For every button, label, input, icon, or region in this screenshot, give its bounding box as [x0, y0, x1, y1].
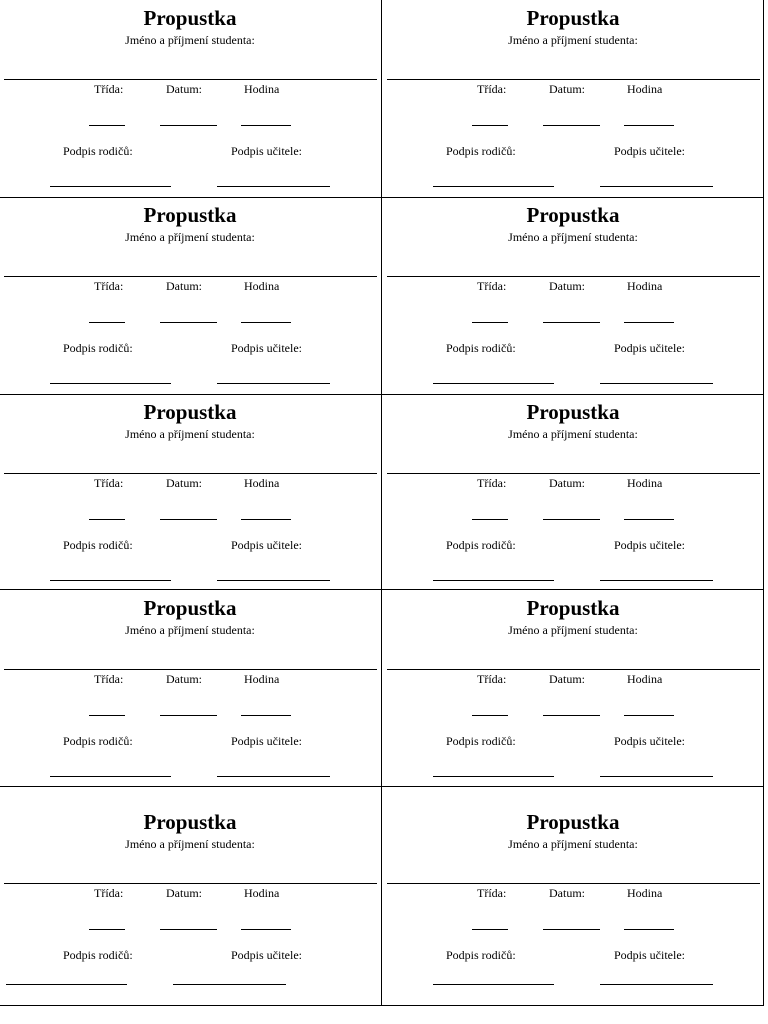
- student-name-line: [387, 883, 760, 884]
- student-name-line: [387, 79, 760, 80]
- class-blank: [89, 715, 125, 716]
- parent-signature-label: Podpis rodičů:: [446, 538, 516, 552]
- student-name-label: Jméno a příjmení studenta:: [125, 837, 255, 851]
- parent-signature-line: [50, 383, 171, 384]
- hour-blank: [624, 715, 674, 716]
- student-name-label: Jméno a příjmení studenta:: [508, 837, 638, 851]
- class-label: Třída:: [94, 886, 124, 900]
- student-name-line: [387, 276, 760, 277]
- teacher-signature-line: [600, 776, 713, 777]
- teacher-signature-label: Podpis učitele:: [614, 144, 685, 158]
- date-blank: [160, 519, 217, 520]
- student-name-label: Jméno a příjmení studenta:: [508, 230, 638, 244]
- student-name-line: [4, 883, 377, 884]
- parent-signature-line: [433, 186, 554, 187]
- date-label: Datum:: [166, 82, 202, 96]
- hour-label: Hodina: [627, 886, 663, 900]
- pass-slip: [383, 394, 763, 590]
- hour-label: Hodina: [244, 279, 280, 293]
- hour-label: Hodina: [244, 476, 280, 490]
- teacher-signature-line: [600, 186, 713, 187]
- teacher-signature-label: Podpis učitele:: [614, 734, 685, 748]
- hour-label: Hodina: [244, 672, 280, 686]
- teacher-signature-label: Podpis učitele:: [614, 948, 685, 962]
- pass-slip: [383, 197, 763, 393]
- parent-signature-label: Podpis rodičů:: [446, 948, 516, 962]
- date-blank: [543, 125, 600, 126]
- teacher-signature-line: [217, 186, 330, 187]
- class-blank: [89, 929, 125, 930]
- slip-title: Propustka: [143, 6, 237, 30]
- hour-blank: [624, 322, 674, 323]
- parent-signature-label: Podpis rodičů:: [446, 734, 516, 748]
- date-label: Datum:: [549, 279, 585, 293]
- date-blank: [543, 322, 600, 323]
- parent-signature-label: Podpis rodičů:: [63, 538, 133, 552]
- class-blank: [472, 322, 508, 323]
- date-label: Datum:: [166, 886, 202, 900]
- student-name-label: Jméno a příjmení studenta:: [125, 427, 255, 441]
- teacher-signature-line: [600, 580, 713, 581]
- date-label: Datum:: [549, 476, 585, 490]
- hour-blank: [241, 125, 291, 126]
- student-name-label: Jméno a příjmení studenta:: [125, 623, 255, 637]
- class-blank: [472, 519, 508, 520]
- parent-signature-label: Podpis rodičů:: [63, 144, 133, 158]
- pass-slip: [0, 394, 380, 590]
- class-label: Třída:: [477, 82, 507, 96]
- parent-signature-line: [50, 776, 171, 777]
- teacher-signature-label: Podpis učitele:: [231, 538, 302, 552]
- hour-blank: [241, 519, 291, 520]
- pass-slip: [383, 787, 763, 983]
- class-blank: [472, 715, 508, 716]
- date-label: Datum:: [166, 279, 202, 293]
- parent-signature-line: [433, 580, 554, 581]
- teacher-signature-label: Podpis učitele:: [231, 144, 302, 158]
- hour-label: Hodina: [627, 476, 663, 490]
- hour-blank: [241, 322, 291, 323]
- parent-signature-line: [433, 776, 554, 777]
- hour-blank: [624, 929, 674, 930]
- teacher-signature-line: [217, 383, 330, 384]
- date-blank: [543, 519, 600, 520]
- parent-signature-label: Podpis rodičů:: [63, 734, 133, 748]
- slip-title: Propustka: [143, 810, 237, 834]
- student-name-label: Jméno a příjmení studenta:: [508, 623, 638, 637]
- date-label: Datum:: [166, 476, 202, 490]
- student-name-line: [4, 276, 377, 277]
- hour-label: Hodina: [627, 82, 663, 96]
- pass-slip: [383, 0, 763, 196]
- parent-signature-line: [433, 984, 554, 985]
- hour-blank: [624, 125, 674, 126]
- class-label: Třída:: [94, 672, 124, 686]
- student-name-line: [4, 473, 377, 474]
- teacher-signature-line: [600, 984, 713, 985]
- hour-label: Hodina: [244, 82, 280, 96]
- student-name-line: [4, 669, 377, 670]
- class-label: Třída:: [94, 476, 124, 490]
- class-blank: [89, 125, 125, 126]
- date-label: Datum:: [549, 672, 585, 686]
- parent-signature-label: Podpis rodičů:: [63, 948, 133, 962]
- parent-signature-line: [6, 984, 127, 985]
- parent-signature-line: [50, 186, 171, 187]
- student-name-line: [387, 473, 760, 474]
- pass-slip: [0, 0, 380, 196]
- date-blank: [160, 125, 217, 126]
- teacher-signature-line: [217, 580, 330, 581]
- hour-blank: [241, 715, 291, 716]
- date-blank: [160, 929, 217, 930]
- date-blank: [160, 715, 217, 716]
- teacher-signature-label: Podpis učitele:: [231, 734, 302, 748]
- class-blank: [89, 322, 125, 323]
- column-divider: [381, 0, 382, 1006]
- class-label: Třída:: [477, 279, 507, 293]
- date-blank: [160, 322, 217, 323]
- hour-label: Hodina: [627, 672, 663, 686]
- hour-blank: [624, 519, 674, 520]
- teacher-signature-label: Podpis učitele:: [231, 341, 302, 355]
- parent-signature-label: Podpis rodičů:: [446, 144, 516, 158]
- teacher-signature-label: Podpis učitele:: [231, 948, 302, 962]
- teacher-signature-line: [173, 984, 286, 985]
- teacher-signature-line: [217, 776, 330, 777]
- date-label: Datum:: [549, 886, 585, 900]
- class-label: Třída:: [477, 886, 507, 900]
- class-blank: [472, 929, 508, 930]
- class-label: Třída:: [477, 672, 507, 686]
- class-blank: [89, 519, 125, 520]
- slip-title: Propustka: [526, 596, 620, 620]
- parent-signature-label: Podpis rodičů:: [446, 341, 516, 355]
- slip-title: Propustka: [143, 203, 237, 227]
- slip-title: Propustka: [526, 203, 620, 227]
- slip-title: Propustka: [143, 596, 237, 620]
- class-blank: [472, 125, 508, 126]
- date-label: Datum:: [166, 672, 202, 686]
- hour-label: Hodina: [244, 886, 280, 900]
- hour-label: Hodina: [627, 279, 663, 293]
- student-name-label: Jméno a příjmení studenta:: [508, 33, 638, 47]
- pass-slip: [0, 197, 380, 393]
- class-label: Třída:: [94, 82, 124, 96]
- class-label: Třída:: [94, 279, 124, 293]
- pass-slip: [0, 590, 380, 786]
- class-label: Třída:: [477, 476, 507, 490]
- pass-slip: [0, 787, 380, 983]
- date-blank: [543, 715, 600, 716]
- date-label: Datum:: [549, 82, 585, 96]
- parent-signature-line: [433, 383, 554, 384]
- student-name-label: Jméno a příjmení studenta:: [125, 33, 255, 47]
- slip-title: Propustka: [526, 6, 620, 30]
- slip-title: Propustka: [526, 810, 620, 834]
- pass-slip: [383, 590, 763, 786]
- parent-signature-line: [50, 580, 171, 581]
- student-name-line: [4, 79, 377, 80]
- hour-blank: [241, 929, 291, 930]
- teacher-signature-line: [600, 383, 713, 384]
- student-name-line: [387, 669, 760, 670]
- teacher-signature-label: Podpis učitele:: [614, 341, 685, 355]
- teacher-signature-label: Podpis učitele:: [614, 538, 685, 552]
- student-name-label: Jméno a příjmení studenta:: [508, 427, 638, 441]
- slip-title: Propustka: [143, 400, 237, 424]
- date-blank: [543, 929, 600, 930]
- slip-title: Propustka: [526, 400, 620, 424]
- student-name-label: Jméno a příjmení studenta:: [125, 230, 255, 244]
- parent-signature-label: Podpis rodičů:: [63, 341, 133, 355]
